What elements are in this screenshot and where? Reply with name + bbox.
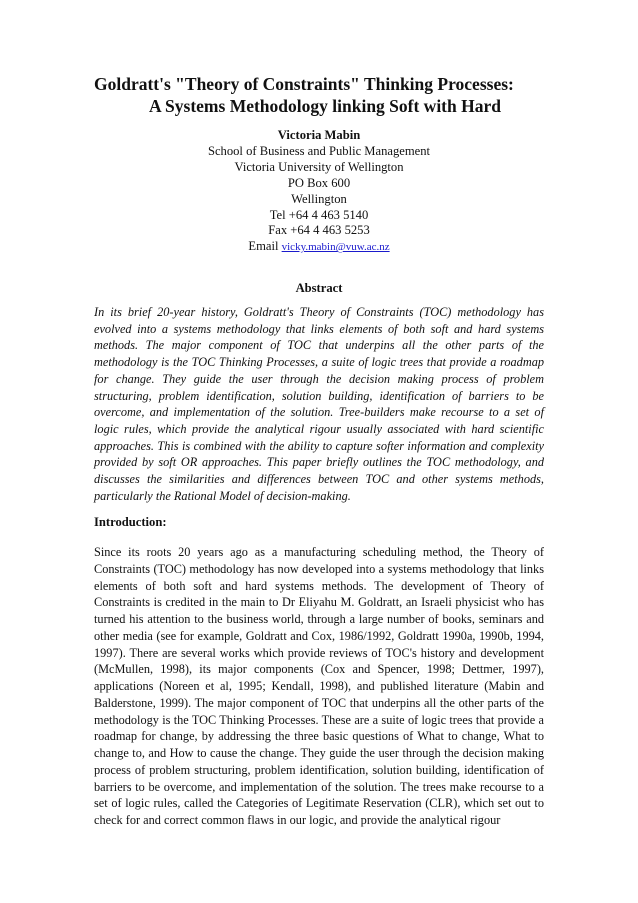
paper-title [94,73,514,117]
author-block [94,128,544,256]
address-city: Wellington [291,191,347,206]
telephone: Tel +64 4 463 5140 [269,207,369,222]
introduction-text: Since its roots 20 years ago as a manufacturing scheduling method, the Theory of Constraints (TOC) methodology has now developed into a systems methodology that links elements of both soft and hard systems methods. The development of Theory of Constraints is credited in the main to Dr Eliyahu M. Goldratt, an Israeli physicist who has turned his attention to the business world, through a large number of books, seminars and other media (see for example, Goldratt and Cox, 1986/1992, Goldratt 1990a, 1990b, 1994, 1997). There are several works which provide reviews of TOC's history and development (McMullen, 1998), its major components (Cox and Spencer, 1998; Dettmer, 1997), applications (Noreen et al, 1995; Kendall, 1998), and published literature (Mabin and Balderstone, 1999). The major component of TOC that underpins all the other parts of the methodology is the TOC Thinking Processes. These are a suite of logic trees that provide a roadmap for change, by addressing the three basic questions of What to change, What to change to, and How to cause the change. They guide the user through the decision making process of problem structuring, problem identification, solution building, identification of barriers to be overcome, and implementation of the solution. The trees make recourse to a set of logic rules, called the Categories of Legitimate Reservation (CLR), which set out to check for and correct common flaws in our logic, and provide the analytical rigour [94,545,544,827]
affiliation-school: School of Business and Public Management [207,143,431,158]
fax: Fax +64 4 463 5253 [268,223,370,238]
affiliation-university: Victoria University of Wellington [234,159,404,174]
title-line-1: Goldratt's "Theory of Constraints" Thinking Processes: [94,74,514,94]
introduction-heading: Introduction: [94,515,167,529]
address-po-box: PO Box 600 [287,175,351,190]
abstract-heading: Abstract [295,281,343,295]
abstract-text: In its brief 20-year history, Goldratt's Theory of Constraints (TOC) methodology has evolved into a systems methodology that links elements of both soft and hard systems methods. The major component of TOC that underpins all the other parts of the methodology is the TOC Thinking Processes, a suite of logic trees that provide a roadmap for change. They guide the user through the decision making process of problem structuring, problem identification, solution building, identification of barriers to be overcome, and implementation of the solution. Tree-builders make recourse to a set of logic rules, which provide the analytical rigour usually associated with hard scientific approaches. This is combined with the ability to capture softer information and complexity provided by soft OR approaches. This paper briefly outlines the TOC methodology, and discusses the similarities and differences between TOC and other systems methods, particularly the Rational Model of decision-making. [94,305,544,503]
author-name: Victoria Mabin [277,128,361,142]
email-line [94,239,544,256]
email-label: Email [248,239,279,254]
title-line-2: A Systems Methodology linking Soft with Hard [149,96,501,116]
email-link[interactable]: vicky.mabin@vuw.ac.nz [281,241,390,254]
